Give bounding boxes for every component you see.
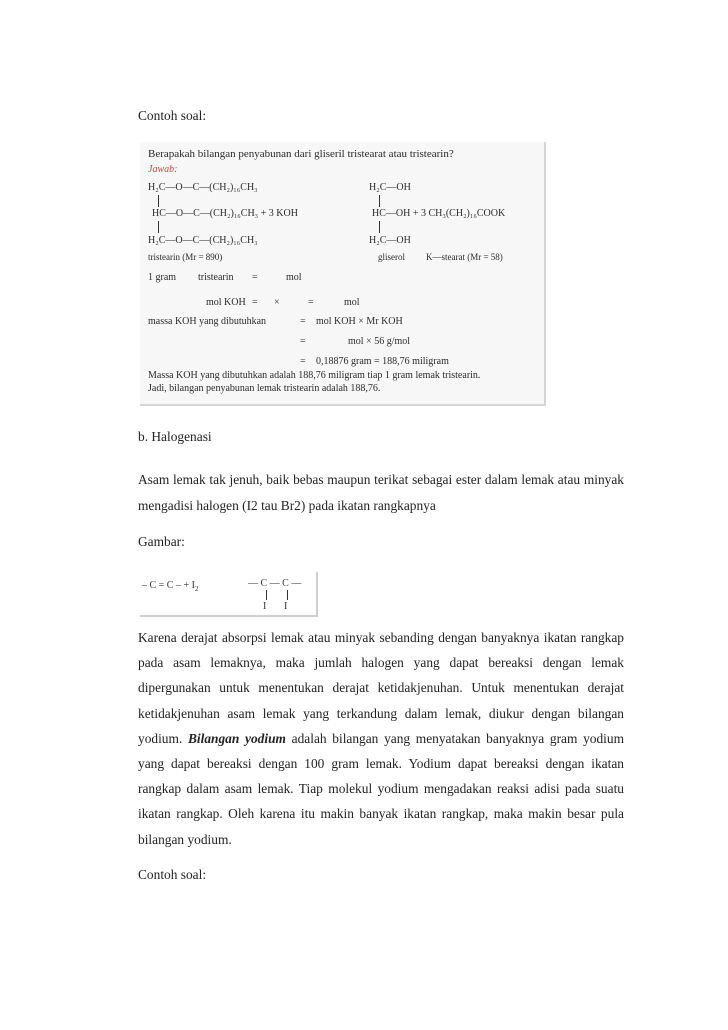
bond-line: [379, 221, 380, 233]
bond-line: [158, 221, 159, 233]
bond-line: [287, 590, 288, 600]
product-row-2: HC—OH + 3 CH₃(CH₂)₁₆COOK: [372, 208, 506, 219]
paragraph-bilangan-yodium: [138, 625, 624, 852]
calc3-c: mol KOH × Mr KOH: [316, 316, 403, 327]
calc4-b: =: [300, 336, 306, 347]
calc5-b: =: [300, 356, 306, 367]
calc4-c: mol × 56 g/mol: [348, 336, 411, 347]
calc2-e: mol: [344, 297, 360, 308]
calc1-d: mol: [286, 272, 302, 283]
product-row-1: H₂C—OH: [369, 182, 411, 193]
term-bilangan-yodium: Bilangan yodium: [187, 730, 286, 746]
answer-label: Jawab:: [148, 164, 178, 175]
paragraph-halogenasi: Asam lemak tak jenuh, baik bebas maupun terikat sebagai ester dalam lemak atau minyak mengadisi halogen (I2 tau Br2) pada ikatan rangkapnya: [138, 472, 624, 513]
calc1-a: 1 gram: [148, 272, 177, 283]
halogen-subscript: 2: [194, 585, 199, 593]
calc3-a: massa KOH yang dibutuhkan: [148, 316, 267, 327]
paragraph-part-1: Karena derajat absorpsi lemak atau minyak sebanding dengan banyaknya ikatan rangkap pada asam lemaknya, maka jumlah halogen yang dapat bereaksi dengan lemak dipergunakan untuk menentukan derajat ketidakjenuhan. Untuk menentukan derajat ketidakjenuhan asam lemak yang terkandung dalam lemak, diukur dengan bilangan yodium.: [138, 630, 624, 746]
conclusion-line-2: Jadi, bilangan penyabunan lemak tristearin adalah 188,76.: [148, 383, 381, 394]
product-row-3: H₂C—OH: [369, 235, 411, 246]
heading-halogenasi: b. Halogenasi: [138, 429, 212, 444]
reactant-row-3: H₂C—O—C—(CH₂)₁₆CH₃: [148, 235, 258, 246]
reactant-row-2: HC—O—C—(CH₂)₁₆CH₃ + 3 KOH: [152, 208, 298, 219]
reactant-row-1: H₂C—O—C—(CH₂)₁₆CH₃: [148, 182, 258, 193]
bond-line: [266, 590, 267, 600]
bond-line: [379, 195, 380, 207]
halogen-reactant: [142, 580, 198, 593]
gambar-label: Gambar:: [138, 534, 185, 549]
halogen-reaction-figure: [140, 572, 318, 617]
iodine-1: I: [263, 601, 267, 612]
heading-contoh-soal-1: Contoh soal:: [138, 108, 207, 123]
calc2-b: =: [252, 297, 258, 308]
calc2-c: ×: [274, 297, 280, 308]
label-tristearin: tristearin (Mr = 890): [148, 252, 223, 262]
calc1-b: tristearin: [198, 272, 234, 283]
calc5-c: 0,18876 gram = 188,76 miligram: [316, 356, 449, 367]
calc2-d: =: [308, 297, 314, 308]
label-gliserol: gliserol: [378, 252, 405, 262]
heading-contoh-soal-2: Contoh soal:: [138, 867, 207, 882]
halogen-reactant-text: – C = C – + I: [142, 580, 195, 591]
example-question: Berapakah bilangan penyabunan dari gliseril tristearat atau tristearin?: [148, 148, 454, 160]
paragraph-part-2: adalah bilangan yang menyatakan banyaknya gram yodium yang dapat bereaksi dengan 100 gram lemak. Yodium dapat bereaksi dengan ikatan rangkap dalam asam lemak. Tiap molekul yodium mengadakan reaksi adisi pada suatu ikatan rangkap. Oleh karena itu makin banyak ikatan rangkap, maka makin besar pula bilangan yodium.: [138, 730, 624, 847]
saponification-example-figure: [140, 142, 546, 406]
halogen-product: — C — C —: [248, 578, 302, 589]
calc3-b: =: [300, 316, 306, 327]
calc2-a: mol KOH: [206, 297, 246, 308]
label-k-stearat: K—stearat (Mr = 58): [426, 252, 503, 262]
iodine-2: I: [284, 601, 288, 612]
calc1-c: =: [252, 272, 258, 283]
bond-line: [158, 195, 159, 207]
conclusion-line-1: Massa KOH yang dibutuhkan adalah 188,76 miligram tiap 1 gram lemak tristearin.: [148, 370, 481, 381]
